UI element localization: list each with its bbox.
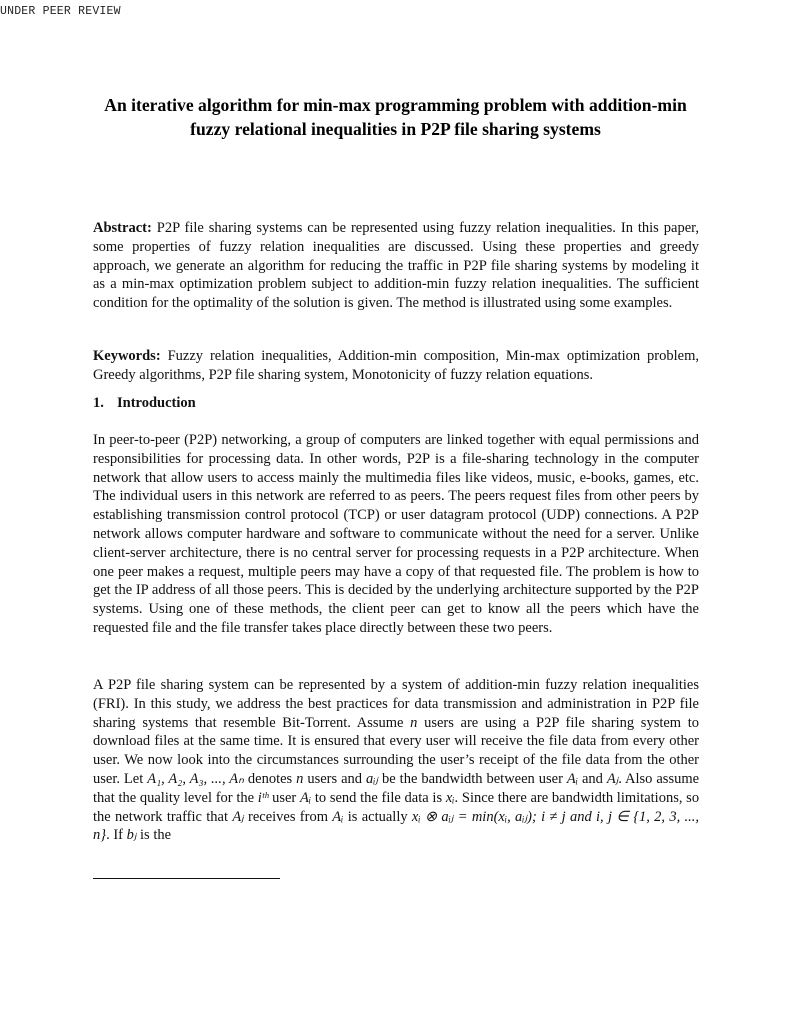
math-aij: aᵢⱼ: [365, 770, 379, 787]
math-xi: xᵢ: [445, 789, 455, 806]
math-ith: iᵗʰ: [257, 789, 269, 806]
p2-text-b: users are using a P2P file sharing system to download files at the same time. It is ensured that every user will receive the file data from every other user. We now look into the circumstances surrounding the user’s receipt of the file data from the other user. Let: [93, 714, 700, 787]
keywords-label: Keywords:: [93, 348, 161, 364]
abstract: [93, 219, 699, 313]
abstract-text: P2P file sharing systems can be represented using fuzzy relation inequalities. In this paper, some properties of fuzzy relation inequalities are discussed. Using these properties and greedy approach, we generate an algorithm for reducing the traffic in P2P file sharing systems by modeling it as a min-max optimization problem subject to addition-min fuzzy relation inequalities. The sufficient condition for the optimality of the solution is given. The method is illustrated using some examples.: [93, 220, 700, 312]
section-title: Introduction: [117, 395, 196, 411]
p2-text-m: . If: [106, 827, 123, 844]
intro-paragraph-1: [93, 431, 699, 638]
keywords: [93, 347, 699, 385]
title-line-1: An iterative algorithm for min-max programming problem with addition-min: [104, 95, 687, 115]
p2-text-l: is actually: [347, 808, 408, 825]
math-traffic-formula: xᵢ ⊗ aᵢⱼ = min(xᵢ, aᵢⱼ); i ≠ j and i, j ∈ {1, 2, 3, ..., n}: [93, 808, 700, 844]
math-Ai: Aᵢ: [566, 770, 579, 787]
intro-paragraph-1-text: In peer-to-peer (P2P) networking, a group of computers are linked together with equal permissions and responsibilities for processing data. In other words, P2P is a file-sharing technology in the computer network that allow users to access mainly the multimedia files like videos, music, e-books, games, etc. The individual users in this network are referred to as peers. The peers request files from other peers by establishing transmission control protocol (TCP) or user datagram protocol (UDP) connections. A P2P network allows computer hardware and software to communicate without the need for a server. Unlike client-server architecture, there is no central server for processing requests in a P2P architecture. When one peer makes a request, multiple peers may have a copy of that requested file. The problem is how to get the IP address of all those peers. This is decided by the underlying architecture supported by the P2P systems. Using one of these methods, the client peer can get to know all the peers which have the requested file and the file transfer takes place directly between these two peers.: [93, 432, 699, 636]
p2-text-n: is the: [140, 827, 172, 844]
section-heading: [93, 394, 699, 413]
p2-text-e: be the bandwidth between user: [382, 770, 563, 787]
p2-text-a: A P2P file sharing system can be represented by a system of addition-min fuzzy relation inequalities (FRI). In this study, we address the best practices for data transmission and administration in P2P file sharing systems that resemble Bit-Torrent. Assume: [93, 677, 699, 731]
p2-text-h: user: [272, 789, 297, 806]
paper-title: [80, 93, 711, 141]
p2-text-i: to send the file data is: [314, 789, 443, 806]
review-watermark: UNDER PEER REVIEW: [0, 5, 121, 18]
footnote-separator: [93, 878, 280, 879]
p2-text-g: . Also assume that the quality level for the: [93, 770, 700, 806]
p2-text-j: . Since there are bandwidth limitations, so the network traffic that: [93, 789, 700, 825]
math-Aj-2: Aⱼ: [232, 808, 244, 825]
section-number: 1.: [93, 395, 104, 411]
p2-text-f: and: [581, 770, 603, 787]
math-n: n: [410, 714, 418, 731]
intro-paragraph-2: [93, 676, 699, 845]
p2-text-d: users and: [307, 770, 363, 787]
math-Ai-2: Aᵢ: [299, 789, 312, 806]
math-Aj: Aⱼ: [606, 770, 619, 787]
title-line-2: fuzzy relational inequalities in P2P file sharing systems: [190, 119, 601, 139]
math-bj: bⱼ: [126, 827, 137, 844]
math-Ai-3: Aᵢ: [332, 808, 344, 825]
keywords-text: Fuzzy relation inequalities, Addition-min composition, Min-max optimization problem, Greedy algorithms, P2P file sharing system, Monotonicity of fuzzy relation equations.: [93, 348, 699, 383]
abstract-label: Abstract:: [93, 220, 152, 236]
math-user-sequence: A₁, A₂, A₃, ..., Aₙ: [147, 770, 244, 787]
p2-text-k: receives from: [248, 808, 328, 825]
p2-text-c: denotes: [247, 770, 293, 787]
math-n-2: n: [296, 770, 304, 787]
